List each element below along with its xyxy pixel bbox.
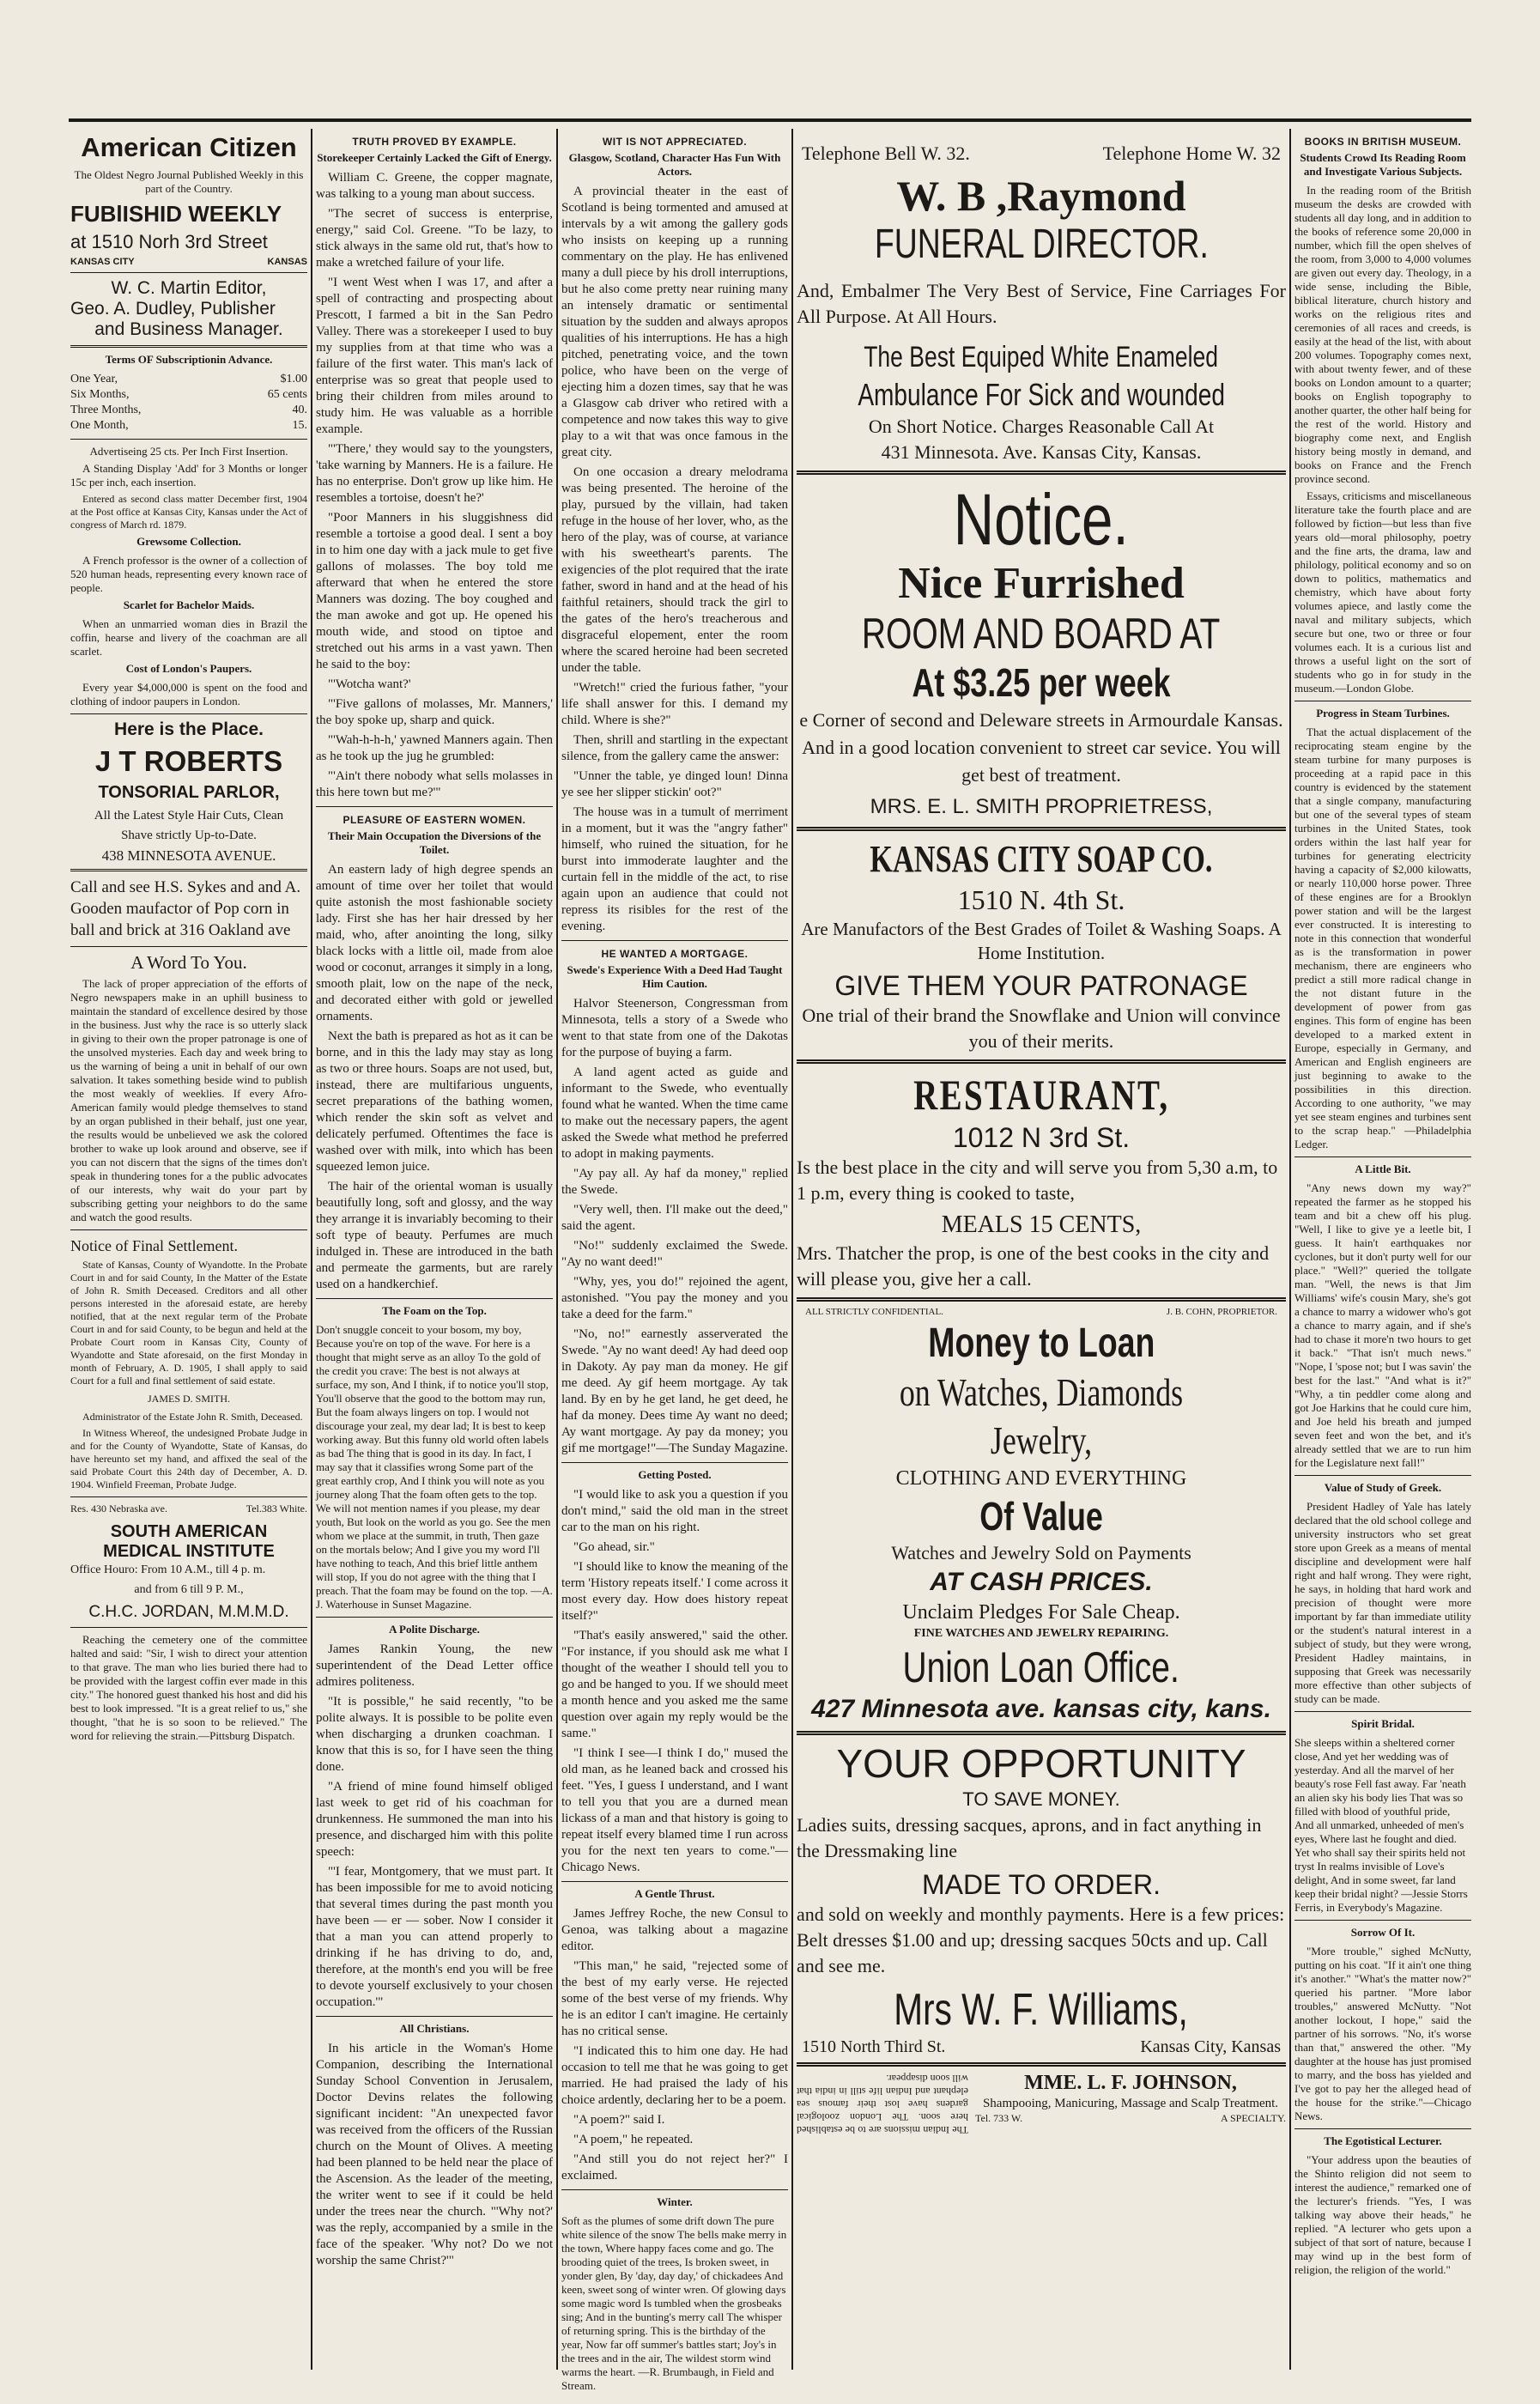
published-weekly: FUBlISHID WEEKLY xyxy=(70,201,282,227)
paragraph: "I went West when I was 17, and after a spell of contracting and prospecting about Prescott, I farmed a bit in the San Pedro Valley. There was a storekeeper I used to buy my supplies from at that time who was a failure of the first water. This man's lack of enterprise was so great that people used to bring their children from miles around to study him. He was valuable as a horrible example. xyxy=(316,276,553,436)
paragraph: Then, shrill and startling in the expectant silence, from the gallery came the answer: xyxy=(561,733,788,763)
city-right: KANSAS xyxy=(267,257,307,267)
notice-sign: JAMES D. SMITH. xyxy=(147,1393,230,1405)
tonsorial-parlor: TONSORIAL PARLOR, xyxy=(98,783,280,802)
turbines-text: That the actual displacement of the reciprocating steam engine by the steam turbine for many purposes is proceeding at a rapid pace in this country is evidenced by the statement that a single company, manufacturing but one of the several types of steam turbines in the United States, took orders within the last half year for turbines for generating electricity having a capacity of $2,000 kilowatts, or nearly 110,000 horse power. Three of these engines are for a Brooklyn power station and will be the largest ever constructed. It is interesting to note in this connection that wonderful as is the transformation in power mechanism, there are engineers who predict a still more radical change in the not distant future in the development of power from gas engines. This form of engine has been developed to a marked extent in Europe, especially in Germany, and American and English engineers are just beginning to awake to the possibilities in this direction. According to one authority, "we may yet see steam engines and turbines sent to the scrap heap." —Philadelphia Ledger. xyxy=(1294,725,1471,1150)
res-left: Res. 430 Nebraska ave. xyxy=(70,1502,167,1515)
jordan-name: C.H.C. JORDAN, M.M.M.D. xyxy=(88,1603,289,1621)
greek-title: Value of Study of Greek. xyxy=(1324,1481,1442,1494)
funeral-director: FUNERAL DIRECTOR. xyxy=(874,222,1209,267)
reaching-text: Reaching the cemetery one of the committee halted and said: "Sir, I wish to direct your attention to that grave. The man who lies buried there had to be provided with the largest coffin ever made in this city." The honored guest thanked his host and did his best to look impressed. "It is a great relief to us," she thought, "that he is so soon to be relieved." The word for relieving the strain.—Pittsburg Dispatch. xyxy=(70,1633,307,1742)
cash-prices: AT CASH PRICES. xyxy=(930,1568,1153,1596)
paragraph: "It is possible," he said recently, "to be polite always. It is possible to be polite even when discharging a drunken coachman. I know that this is so, for I have seen the thing done. xyxy=(316,1695,553,1774)
meals-line: MEALS 15 CENTS, xyxy=(941,1211,1142,1238)
paragraph: "I would like to ask you a question if you don't mind," said the old man in the street car to the man on his right. xyxy=(561,1488,788,1534)
paragraph: "Go ahead, sir." xyxy=(573,1540,655,1554)
paragraph: A provincial theater in the east of Scotland is being tormented and amused at intervals by a wit among the gallery gods who insists on keeping up a running commentary on the play. He has enlivened many a dull piece by his droll interruptions, but he also come pretty near ruining many an intensely dramatic or sentimental situation by the sudden and always apropos qualities of his interruptions. He has a high pitched, penetrating voice, and the town police, who have been on the verge of ejecting him a dozen times, say that he was a Glasgow cab driver who retired with a competence and now takes this way to give play to a wit that was once famous in the great city. xyxy=(561,185,788,459)
sorrow-text: "More trouble," sighed McNutty, putting on his coat. "If it ain't one thing it's another." "What's the matter now?" queried his partner. "More labor troubles," answered McNutty. "Not another lockout, I hope," said the partner of his sorrows. "No, it's worse than that," answered the other. "My daughter at the house has just promised to marry, and the boss has yielded and I've got to pay her the alleged head of the house for the strike."—Chicago News. xyxy=(1294,1945,1471,2122)
paragraph: An eastern lady of high degree spends an amount of time over her toilet that would quite astonish the most fashionable society lady. First she has her hair dressed by her maid, who, after anointing the long, silky black locks with a little oil, made from aloe wood or coconut, arranges it simply in a long, smooth plait, low on the nape of the neck, and decorated either with gold or jewelled ornaments. xyxy=(316,863,553,1023)
grewsome-text: A French professor is the owner of a collection of 520 human heads, representing every known race of people. xyxy=(70,554,307,594)
paragraph: "No, no!" earnestly asserverated the Swede. "Ay no want deed! Ay had deed oop in Dakoty. Ay pay man da money. He gif me deed. Ay gif heem mortgage. Ay tak land. By en by he get land, he get deed, he haf da money. Dees time Ay want no deed; Ay want mortgage. Ay pay da money; you gif me mortgage!"—The Sunday Magazine. xyxy=(561,1327,788,1455)
publisher-line: Geo. A. Dudley, Publisher xyxy=(70,299,276,319)
paragraph: "I think I see—I think I do," mused the old man, as he leaned back and crossed his feet. "Yes, I guess I understand, and I want to tell you that you are a durned mean lickass of a man and that history is going to repeat itself every blamed time I run across you for the next ten years to come."—Chicago News. xyxy=(561,1746,788,1874)
books-title: BOOKS IN BRITISH MUSEUM. xyxy=(1304,136,1462,148)
polite-article xyxy=(316,1642,553,2011)
place-title: Here is the Place. xyxy=(114,719,264,739)
column-3 xyxy=(561,129,788,2392)
foam-title: The Foam on the Top. xyxy=(382,1304,487,1317)
roberts-name: J T ROBERTS xyxy=(94,745,283,777)
scarlet-text: When an unmarried woman dies in Brazil the coffin, hearse and livery of the coachman are all scarlet. xyxy=(70,617,307,658)
paragraph: Next the bath is prepared as hot as it can be borne, and in this the lady may stay as long as two or three hours. Soaps are not used, but, instead, there are multifarious unguents, secret preparations of the bathing women, which render the skin soft as velvet and delicately perfumed. Oftentimes the face is washed over with milk, into which has been squeezed lemon juice. xyxy=(316,1029,553,1174)
paragraph: "Poor Manners in his sluggishness did resemble a tortoise a good deal. I sent a boy in to him one day with a jack mule to get five gallons of molasses. The boy told me afterward that when he entered the store Manners was dozing. The boy coughed and the man awoke and got up. He opened his mouth wide, and stood on tiptoe and stretched out his arms in a vast yawn. Then he said to the boy: xyxy=(316,511,553,671)
paragraph: "A poem," he repeated. xyxy=(573,2133,694,2146)
room-rate: At $3.25 per week xyxy=(912,660,1171,705)
paragraph: "No!" suddenly exclaimed the Swede. "Ay no want deed!" xyxy=(561,1239,788,1269)
loan-confidential: ALL STRICTLY CONFIDENTIAL. xyxy=(805,1307,943,1317)
pleasure-subtitle: Their Main Occupation the Diversions of the Toilet. xyxy=(327,829,542,856)
williams-address xyxy=(802,2037,1281,2057)
loan-proprietor: J. B. COHN, PROPRIETOR. xyxy=(1166,1307,1277,1317)
paragraph: The house was in a tumult of merriment in a moment, but it was the "angry father" himself, who ruined the situation, for he burst into immoderate laughter and the curtain fell in the middle of the act, to rise again upon an audience that could not repress its risibles for the rest of the evening. xyxy=(561,805,788,933)
paragraph: William C. Greene, the copper magnate, was talking to a young man about success. xyxy=(316,171,553,201)
lecturer-title: The Egotistical Lecturer. xyxy=(1324,2134,1442,2147)
notice-heading: Notice. xyxy=(954,479,1129,560)
opportunity: YOUR OPPORTUNITY xyxy=(836,1741,1246,1786)
city-line xyxy=(70,257,307,267)
union-loan: Union Loan Office. xyxy=(902,1643,1180,1691)
johnson-ad xyxy=(975,2072,1286,2125)
mortgage-title: HE WANTED A MORTGAGE. xyxy=(601,948,749,960)
money-to-loan: Money to Loan xyxy=(927,1320,1155,1366)
tel-bell: Telephone Bell W. 32. xyxy=(802,143,970,164)
paragraph: "I should like to know the meaning of the term 'History repeats itself.' I come across it most every day. How does history repeat itself?" xyxy=(561,1560,788,1623)
notice-admin: Administrator of the Estate John R. Smith, Deceased. xyxy=(82,1411,303,1423)
paragraph: Essays, criticisms and miscellaneous literature take the fourth place and are followed by fiction—but less than five years old—moral philosophy, poetry and the fine arts, the drama, law and philology, political economy and so on down to politics, mathematics and chemistry, which have about forty volumes apiece, and lastly come the naval and military subjects, which secure but one, two or three or four volumes each. It is a curious list and throws a useful light on the sort of students who go in for study in the museum.—London Globe. xyxy=(1294,489,1471,695)
ambulance-line: Ambulance For Sick and wounded xyxy=(858,377,1225,412)
terms-row: Six Months, 65 cents xyxy=(70,388,307,401)
shave-line: Shave strictly Up-to-Date. xyxy=(121,829,257,842)
clothing-line: CLOTHING AND EVERYTHING xyxy=(895,1467,1187,1490)
wit-subtitle: Glasgow, Scotland, Character Has Fun With Actors. xyxy=(568,151,781,178)
truth-title: TRUTH PROVED BY EXAMPLE. xyxy=(352,136,517,148)
mortgage-article xyxy=(561,996,788,1457)
paragraph: A land agent acted as guide and informant to the Swede, who eventually found what he wanted. When the time came to make out the necessary papers, the agent asked the Swede what method he preferred to adopt in making payments. xyxy=(561,1065,788,1161)
manager-line: and Business Manager. xyxy=(94,319,283,339)
word-title: A Word To You. xyxy=(130,952,247,973)
res-right: Tel.383 White. xyxy=(246,1502,307,1515)
johnson-specialty: A SPECIALTY. xyxy=(1220,2112,1286,2124)
paragraph: James Jeffrey Roche, the new Consul to Genoa, was talking about a magazine editor. xyxy=(561,1907,788,1953)
thrust-article xyxy=(561,1906,788,2184)
winter-poem: Soft as the plumes of some drift down The pure white silence of the snow The bells make merry in the town, Where happy faces come and go. The brooding quiet of the trees, Is broken sweet, in yonder glen, By 'day, day day,' of chickadees And keen, sweet song of winter wren. Of glowing days some magic word Is tumbled when the grosbeaks sing; And in the bunting's merry call The whisper of returning spring. This is the birthday of the year, Now far off summer's battles start; Joy's in the trees and in the air, The wildest storm wind warms the heart. —R. Brumbaugh, in Field and Stream. xyxy=(561,2214,787,2392)
christians-title: All Christians. xyxy=(399,2022,470,2035)
short-notice: On Short Notice. Charges Reasonable Call At xyxy=(868,416,1215,437)
save-money: TO SAVE MONEY. xyxy=(962,1788,1120,1810)
patronage-line: GIVE THEM YOUR PATRONAGE xyxy=(834,970,1248,1001)
hours-2: and from 6 till 9 P. M., xyxy=(134,1583,244,1596)
restaurant-text: Is the best place in the city and will serve you from 5,30 a.m, to 1 p.m, every thing is cooked to taste, xyxy=(797,1156,1278,1204)
johnson-services: Shampooing, Manicuring, Massage and Scalp Treatment. xyxy=(982,2097,1279,2110)
books-subtitle: Students Crowd Its Reading Room and Investigate Various Subjects. xyxy=(1300,151,1466,178)
upside-down-text: The Indian missions are to be established here soon. The London zoological gardens have lost their famous sea elephant and Indian life still in india that will soon disappear. xyxy=(797,2073,968,2136)
soap-trial: One trial of their brand the Snowflake and Union will convince you of their merits. xyxy=(802,1005,1281,1052)
paupers-title: Cost of London's Paupers. xyxy=(125,662,252,675)
williams-city: Kansas City, Kansas xyxy=(1140,2037,1281,2056)
advertising-rates: Advertiseing 25 cts. Per Inch First Insertion. xyxy=(89,445,288,458)
sorrow-title: Sorrow Of It. xyxy=(1350,1926,1416,1939)
soap-address: 1510 N. 4th St. xyxy=(957,884,1125,915)
column-rule xyxy=(791,129,793,2370)
masthead-tagline: The Oldest Negro Journal Published Weekly in this part of the Country. xyxy=(74,168,304,195)
paragraph: On one occasion a dreary melodrama was being presented. The heroine of the play, pursued by the villain, had taken refuge in the house of her lover, who, as the hero of the play, was of course, at variance with his sweetheart's parents. The exigencies of the plot required that the irate father, sword in hand and at the head of his faithful retainers, should track the girl to the gates of the hero's treacherous and disgraceful elopement, enter the room where the scared heroine had been secreted under the table. xyxy=(561,465,788,675)
publication-address: at 1510 Norh 3rd Street xyxy=(70,231,268,252)
truth-article xyxy=(316,170,553,801)
lecturer-text: "Your address upon the beauties of the Shinto religion did not seem to interest the audience," remarked one of the lecturer's friends. "Yes, I was talking way above their heads," he replied. "A lecturer who gets upon a subject of that sort of nature, because I may wind up in the best form of religion, the religion of the world." xyxy=(1294,2153,1471,2276)
winter-title: Winter. xyxy=(657,2195,693,2208)
tel-home: Telephone Home W. 32 xyxy=(1102,143,1281,164)
paupers-text: Every year $4,000,000 is spent on the food and clothing of indoor paupers in London. xyxy=(70,681,307,707)
column-1 xyxy=(70,129,307,2370)
paragraph: "'Wah-h-h-h,' yawned Manners again. Then as he took up the jug he grumbled: xyxy=(316,733,553,763)
mortgage-subtitle: Swede's Experience With a Deed Had Taught Him Caution. xyxy=(567,963,783,990)
paragraph: "Why, yes, you do!" rejoined the agent, astonished. "You pay the money and you take a deed for the farm." xyxy=(561,1275,788,1321)
little-bit-title: A Little Bit. xyxy=(1355,1163,1411,1175)
paragraph: "Ay pay all. Ay haf da money," replied the Swede. xyxy=(561,1167,788,1197)
made-to-order: MADE TO ORDER. xyxy=(922,1869,1161,1900)
williams-name: Mrs W. F. Williams, xyxy=(894,1985,1189,2035)
paragraph: "A friend of mine found himself obliged last week to get rid of his coachman for drunkenness. He summoned the man into his presence, and discharged him with this polite speech: xyxy=(316,1780,553,1859)
wit-title: WIT IS NOT APPRECIATED. xyxy=(602,136,748,148)
top-rule xyxy=(69,118,1471,122)
terms-title: Terms OF Subscriptionin Advance. xyxy=(105,353,273,366)
union-address: 427 Minnesota ave. kansas city, kans. xyxy=(811,1695,1271,1723)
watches-diamonds: on Watches, Diamonds Jewelry, xyxy=(899,1370,1184,1462)
paragraph: "Unner the table, ye dinged loun! Dinna ye see her slipper stickin' oot?" xyxy=(561,769,788,799)
terms-row: One Year, $1.00 xyxy=(70,373,307,385)
paragraph: "Very well, then. I'll make out the deed," said the agent. xyxy=(561,1203,788,1233)
hours-1: Office Houro: From 10 A.M., till 4 p. m. xyxy=(70,1563,266,1576)
paragraph: "'Ain't there nobody what sells molasses in this here town but me?'" xyxy=(316,769,553,799)
pleasure-article xyxy=(316,862,553,1293)
editor-line: W. C. Martin Editor, xyxy=(111,278,267,298)
corner-text: e Corner of second and Deleware streets in Armourdale Kansas. And in a good location convenient to street car sevice. You will get best of treatment. xyxy=(799,709,1283,786)
restaurant-address: 1012 N 3rd St. xyxy=(952,1122,1131,1153)
polite-title: A Polite Discharge. xyxy=(389,1623,480,1636)
city-left: KANSAS CITY xyxy=(70,257,135,267)
paragraph: "'I fear, Montgomery, that we must part. It has been impossible for me to avoid noticing that several times during the past month you have been — er — sober. Now I consider it that a man you can attend properly to drinking if he has driving to do, and, therefore, at the month's end you will be free to devote yourself exclusively to your chosen occupation.'" xyxy=(316,1865,553,2009)
paragraph: In the reading room of the British museum the desks are crowded with students all day long, and in addition to the books of reference some 20,000 in number, which fill the open shelves of the room, from 3,000 to 4,000 volumes are given out every day. Theology, in a wide sense, including the Bible, biblical literature, church history and works on the religious rites and ceremonies of all races and creeds, is easily at the head of the list, with about 200 volumes. Topography comes next, with about twenty fewer, and of these books on London amount to a quarter; books on English topography to another quarter, the other half being for the rest of the world. History and biography come next, and English history being mostly in demand, and books on France and the French province second. xyxy=(1294,184,1471,485)
johnson-name: MME. L. F. JOHNSON, xyxy=(1024,2072,1237,2094)
paragraph: "'Wotcha want?' xyxy=(328,677,411,691)
soap-description: Are Manufactors of the Best Grades of Toilet & Washing Soaps. A Home Institution. xyxy=(801,919,1282,963)
column-rule xyxy=(556,129,558,2370)
bottom-ads xyxy=(797,2072,1286,2140)
posted-title: Getting Posted. xyxy=(638,1468,712,1481)
paragraph: "That's easily answered," said the other. "For instance, if you should ask me what I thought of the weather I should tell you to go and be hanged to you. If we should meet a month hence and you asked me the same question over again my reply would be the same." xyxy=(561,1629,788,1740)
notice-title: Notice of Final Settlement. xyxy=(70,1237,238,1254)
turbines-title: Progress in Steam Turbines. xyxy=(1316,707,1450,719)
paragraph: "Wretch!" cried the furious father, "your life shall answer for this. I demand my child. Where is she?" xyxy=(561,681,788,727)
williams-street: 1510 North Third St. xyxy=(802,2037,946,2056)
thatcher-text: Mrs. Thatcher the prop, is one of the best cooks in the city and will please you, give her a call. xyxy=(797,1242,1270,1290)
notice-text: State of Kansas, County of Wyandotte. In the Probate Court in and for said County, In the Matter of the Estate of John R. Smith Deceased. Creditors and all other persons interested in the aforesaid estate, are hereby notified, that at the next regular term of the Probate Court in and for said County, to be begun and held at the Probate Court room in Kansas City, County of Wyandotte and State aforesaid, on the first Monday in month of February, A. D. 1905, I shall apply to said Court for a full and final settlement of said estate. xyxy=(70,1259,307,1387)
terms-row: Three Months, 40. xyxy=(70,404,307,416)
bridal-poem: She sleeps within a sheltered corner close, And yet her wedding was of yesterday. And all the marvel of her beauty's rose Fell fast away. Far 'neath an alien sky his body lies That was so filled with blood of youthful pride, And all unmarked, unheeded of men's eyes, Where last he fought and died. Yet who shall say their spirits held not tryst In realms invisible of Love's delight, And in some sweet, far land keep their bridal night? —Jessie Storrs Ferris, in Everybody's Magazine. xyxy=(1294,1736,1468,1914)
roberts-address: 438 MINNESOTA AVENUE. xyxy=(101,847,276,864)
restaurant-heading: RESTAURANT, xyxy=(912,1071,1170,1119)
column-rule xyxy=(311,129,312,2370)
truth-subtitle: Storekeeper Certainly Lacked the Gift of Energy. xyxy=(317,151,552,164)
enameled-line: The Best Equiped White Enameled xyxy=(864,341,1219,373)
raymond-address: 431 Minnesota. Ave. Kansas City, Kansas. xyxy=(881,441,1202,463)
paragraph: "This man," he said, "rejected some of the best of my early verse. He rejected some of the best verse of my friends. Why he is an editor I can't imagine. He certainly has no critical sense. xyxy=(561,1959,788,2038)
nice-furnished: Nice Furrished xyxy=(898,559,1185,608)
sami-line-2: MEDICAL INSTITUTE xyxy=(103,1542,275,1561)
pleasure-title: PLEASURE OF EASTERN WOMEN. xyxy=(343,814,526,826)
books-article xyxy=(1294,184,1471,695)
loan-header xyxy=(805,1307,1277,1317)
johnson-tel: Tel. 733 W. xyxy=(975,2112,1023,2124)
unclaim-pledges: Unclaim Pledges For Sale Cheap. xyxy=(902,1601,1180,1624)
paragraph: "I indicated this to him one day. He had occasion to tell me that he was going to get married. He had praised the lady of his choice ardently, declaring her to be a poem. xyxy=(561,2044,788,2107)
paragraph: Halvor Steenerson, Congressman from Minnesota, tells a story of a Swede who went to that state from one of the Dakotas for the purpose of buying a farm. xyxy=(561,997,788,1059)
sykes-ad: Call and see H.S. Sykes and and A. Gooden maufactor of Pop corn in ball and brick at 316 Oakland ave xyxy=(70,878,301,939)
foam-poem: Don't snuggle conceit to your bosom, my boy, Because you're on top of the wave. For here is a thought that might serve as an alloy To the gold of the credit you crave: The best is not always at surface, my son, And I think, if to notice you'll stop, You'll observe that the good to the bottom may run, But the foam always lingers on top. I would not discourage your zeal, my dear lad; It is best to keep working away. But this funny old world often labels as bad The thing that is good in its day. In fact, I may say that it classifies wrong Some part of the great earthly crop, And I think you will note as you journey along That the foam often gets to the top. We will not mention names if you please, my dear youth, But look on the world as you go. See the men whom we place at the summit, in truth, Then gaze on the mortals below; And I give you my word I'll have nothing to teach, And this brief little anthem will stop, If you do not agree with the thing that I preach. That the foam may be found on the top. —A. J. Waterhouse in Sunset Magazine. xyxy=(316,1323,553,1611)
scarlet-title: Scarlet for Bachelor Maids. xyxy=(123,598,255,611)
word-text: The lack of proper appreciation of the efforts of Negro newspapers make in an uphill business to maintain the standard of excellence desired by those in the business. Just why the race is so utterly slack in giving to their own the proper patronage is one of the unsolved mysteries. Each day and week bring to us the warning of being a unit in behalf of our own salvation. It takes something beside wind to publish the most weakly of weeklies. If every Afro-American family would pledge themselves to stand by an organ published in their behalf, just one year, the results would be unbelieved we ask the colored brother to wake up look around and observe, see if you can not discern that the signs of the times don't speak in thundering tones for a the public advocates of our interests, why wait do your part by subscribing getting your neighbors to do the same and watch the good results. xyxy=(70,977,307,1223)
value-line: Of Value xyxy=(979,1494,1103,1539)
christians-text: In his article in the Woman's Home Companion, describing the International Sunday School Convention in Jerusalem, Doctor Devins relates the following significant incident: "An unexpected favor was received from the officers of the Russian church on the Mount of Olives. A meeting had been planned to be held near the place of the Ascension. As the leader of the meeting, the writer went to see if it could be held under the trees near the church. "'Why not?' was the reply, accompanied by a smile in the face of the speaker. 'Why not? Do we not worship the same Christ?'" xyxy=(316,2042,553,2267)
paragraph: "A poem?" said I. xyxy=(573,2113,665,2127)
embalmer-text: And, Embalmer The Very Best of Service, Fine Carriages For All Purpose. At All Hours. xyxy=(797,280,1286,327)
jewelry-sold: Watches and Jewelry Sold on Payments xyxy=(891,1542,1191,1563)
column-2 xyxy=(316,129,553,2370)
column-rule xyxy=(1289,129,1291,2370)
res-line xyxy=(70,1502,307,1515)
paragraph: "And still you do not reject her?" I exclaimed. xyxy=(561,2152,788,2182)
room-board: ROOM AND BOARD AT xyxy=(862,610,1221,658)
fine-watches: FINE WATCHES AND JEWELRY REPAIRING. xyxy=(913,1627,1169,1640)
column-4-ads xyxy=(797,129,1286,2370)
weekly-payments: and sold on weekly and monthly payments. Here is a few prices: Belt dresses $1.00 and up; dressing sacques 50cts and up. Call and see me. xyxy=(797,1903,1285,1976)
ladies-text: Ladies suits, dressing sacques, aprons, and in fact anything in the Dressmaking line xyxy=(797,1814,1262,1861)
masthead-title: American Citizen xyxy=(81,132,297,162)
entered-notice: Entered as second class matter December first, 1904 at the Post office at Kansas City, Kansas under the Act of congress of March rd. 1879. xyxy=(70,493,307,531)
sami-line-1: SOUTH AMERICAN xyxy=(110,1522,268,1541)
bridal-title: Spirit Bridal. xyxy=(1351,1717,1415,1730)
column-5 xyxy=(1294,129,1471,2370)
grewsome-title: Grewsome Collection. xyxy=(136,535,241,548)
notice-witness: In Witness Whereof, the undesigned Probate Judge in and for the County of Wyandotte, State of Kansas, do have hereunto set my hand, and affixed the seal of the said Probate Court this 24th day of December, A. D. 1904. Winfield Freeman, Probate Judge. xyxy=(70,1427,307,1490)
paragraph: "'There,' they would say to the youngsters, 'take warning by Manners. He is a failure. He has no enterprise. Don't grow up like him. He resembles a tortoise, doesn't he?' xyxy=(316,442,553,505)
thrust-title: A Gentle Thrust. xyxy=(634,1887,715,1900)
terms-table xyxy=(70,372,307,434)
proprietress: MRS. E. L. SMITH PROPRIETRESS, xyxy=(870,795,1213,818)
raymond-name: W. B ,Raymond xyxy=(896,172,1186,220)
paragraph: "The secret of success is enterprise, energy," said Col. Greene. "To be lazy, to stick always in the same old rut, that's how to make a wretched failure of your life. xyxy=(316,207,553,270)
little-bit-text: "Any news down my way?" repeated the farmer as he stopped his team and bit a chew off his plug. "Well, I like to give ye a leetle bit, I guess. It hain't earthquakes nor cyclones, but it don't purty well for our place." "Well?" queried the tollgate man. "Well, the news is that Jim Williams' wife's cousin Mary, she's got a chance to marry a widower who's got a chance to marry again, and if she's had to chase it more'n two hours to get it back." "That isn't much news." "Nope, I 'spose not; but I was savin' the best for the last." "And what is it?" "Why, a tin peddler come along and got Joe Harkins that he could cure him, and Joe held his breath and jumped seven feet and won the bet, and it's already settled that we are to run him for the Legislature next fall!" xyxy=(1294,1181,1471,1469)
paragraph: The hair of the oriental woman is usually beautifully long, soft and glossy, and the way they arrange it is invariably becoming to their soft type of beauty. Perfumes are much indulged in. These are introduced in the bath and permeate the garments, but are rarely used on a handkerchief. xyxy=(316,1180,553,1291)
telephone-line xyxy=(802,143,1281,165)
latest-style: All the Latest Style Hair Cuts, Clean xyxy=(94,809,284,823)
paragraph: "'Five gallons of molasses, Mr. Manners,' the boy spoke up, sharp and quick. xyxy=(316,697,553,727)
soap-company: KANSAS CITY SOAP CO. xyxy=(870,838,1213,880)
wit-article xyxy=(561,184,788,935)
terms-row: One Month, 15. xyxy=(70,419,307,432)
johnson-footer xyxy=(975,2112,1286,2125)
greek-text: President Hadley of Yale has lately declared that the old school college and university instructors who set great store upon Greek as a means of mental discipline and development were half right and half wrong. They were right, he says, in holding that hard work and precision of thought were more important by far than immediate utility or the student's natural interest in a subject of study, but they were wrong, President Hadley maintains, in supposing that Greek was necessarily more effective than other subjects of study can be made. xyxy=(1294,1500,1471,1705)
paragraph: James Rankin Young, the new superintendent of the Dead Letter office admires politeness. xyxy=(316,1642,553,1689)
display-add-rates: A Standing Display 'Add' for 3 Months or longer 15c per inch, each insertion. xyxy=(70,462,307,489)
posted-article xyxy=(561,1487,788,1876)
